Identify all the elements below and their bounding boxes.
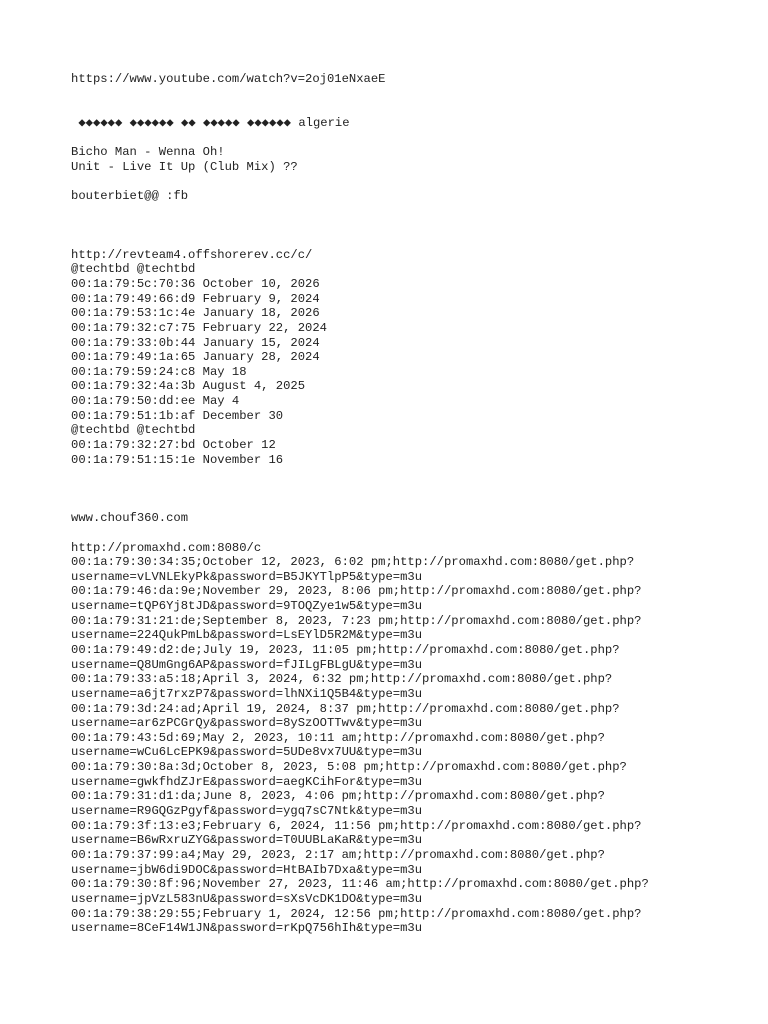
- document-line: username=tQP6Yj8tJD&password=9TOQZye1w5&type=m3u: [71, 599, 423, 614]
- document-line: username=wCu6LcEPK9&password=5UDe8vx7UU&type=m3u: [71, 745, 423, 760]
- document-line: ◆◆◆◆◆◆ ◆◆◆◆◆◆ ◆◆ ◆◆◆◆◆ ◆◆◆◆◆◆ algerie: [71, 115, 350, 130]
- document-line: username=R9GQGzPgyf&password=ygq7sC7Ntk&type=m3u: [71, 804, 423, 819]
- document-line: 00:1a:79:37:99:a4;May 29, 2023, 2:17 am;http://promaxhd.com:8080/get.php?: [71, 847, 605, 862]
- document-line: 00:1a:79:30:8a:3d;October 8, 2023, 5:08 pm;http://promaxhd.com:8080/get.php?: [71, 760, 627, 775]
- document-line: [71, 233, 751, 248]
- document-line: 00:1a:79:3d:24:ad;April 19, 2024, 8:37 pm;http://promaxhd.com:8080/get.php?: [71, 701, 620, 716]
- document-line: 00:1a:79:43:5d:69;May 2, 2023, 10:11 am;http://promaxhd.com:8080/get.php?: [71, 730, 605, 745]
- document-line: 00:1a:79:38:29:55;February 1, 2024, 12:56 pm;http://promaxhd.com:8080/get.php?: [71, 906, 642, 921]
- document-line: @techtbd @techtbd: [71, 423, 196, 438]
- document-line: 00:1a:79:46:da:9e;November 29, 2023, 8:06 pm;http://promaxhd.com:8080/get.php?: [71, 584, 642, 599]
- document-line: 00:1a:79:50:dd:ee May 4: [71, 394, 240, 409]
- document-line: 00:1a:79:49:1a:65 January 28, 2024: [71, 350, 320, 365]
- document-line: username=8CeF14W1JN&password=rKpQ756hIh&type=m3u: [71, 921, 423, 936]
- document-line: 00:1a:79:3f:13:e3;February 6, 2024, 11:56 pm;http://promaxhd.com:8080/get.php?: [71, 818, 642, 833]
- document-line: 00:1a:79:30:8f:96;November 27, 2023, 11:46 am;http://promaxhd.com:8080/get.php?: [71, 877, 649, 892]
- document-line: 00:1a:79:33:0b:44 January 15, 2024: [71, 335, 320, 350]
- document-line: 00:1a:79:32:c7:75 February 22, 2024: [71, 320, 327, 335]
- document-line: username=Q8UmGng6AP&password=fJILgFBLgU&type=m3u: [71, 657, 423, 672]
- document-line: www.chouf360.com: [71, 511, 189, 526]
- document-line: [71, 131, 751, 146]
- document-line: [71, 87, 751, 102]
- document-line: 00:1a:79:51:15:1e November 16: [71, 452, 284, 467]
- document-line: http://revteam4.offshorerev.cc/c/: [71, 247, 313, 262]
- document-line: 00:1a:79:31:d1:da;June 8, 2023, 4:06 pm;http://promaxhd.com:8080/get.php?: [71, 789, 605, 804]
- document-line: [71, 526, 751, 541]
- document-line: username=ar6zPCGrQy&password=8ySzOOTTwv&type=m3u: [71, 716, 423, 731]
- document-line: username=jbW6di9DOC&password=HtBAIb7Dxa&type=m3u: [71, 862, 423, 877]
- document-line: 00:1a:79:49:66:d9 February 9, 2024: [71, 291, 320, 306]
- document-text: [71, 72, 751, 936]
- document-line: 00:1a:79:59:24:c8 May 18: [71, 364, 247, 379]
- document-line: 00:1a:79:33:a5:18;April 3, 2024, 6:32 pm;http://promaxhd.com:8080/get.php?: [71, 672, 613, 687]
- document-line: [71, 497, 751, 512]
- document-line: [71, 218, 751, 233]
- document-line: username=jpVzL583nU&password=sXsVcDK1DO&type=m3u: [71, 891, 423, 906]
- document-line: bouterbiet@@ :fb: [71, 189, 189, 204]
- document-line: Unit - Live It Up (Club Mix) ??: [71, 159, 298, 174]
- document-line: [71, 204, 751, 219]
- document-line: username=gwkfhdZJrE&password=aegKCihFor&type=m3u: [71, 774, 423, 789]
- document-line: username=vLVNLEkyPk&password=B5JKYTlpP5&type=m3u: [71, 569, 423, 584]
- document-line: 00:1a:79:31:21:de;September 8, 2023, 7:23 pm;http://promaxhd.com:8080/get.php?: [71, 613, 642, 628]
- document-line: http://promaxhd.com:8080/c: [71, 540, 262, 555]
- document-line: username=a6jt7rxzP7&password=lhNXi1Q5B4&type=m3u: [71, 686, 423, 701]
- document-line: [71, 482, 751, 497]
- document-line: 00:1a:79:32:27:bd October 12: [71, 438, 276, 453]
- document-line: 00:1a:79:30:34:35;October 12, 2023, 6:02 pm;http://promaxhd.com:8080/get.php?: [71, 555, 635, 570]
- document-line: [71, 174, 751, 189]
- document-line: Bicho Man - Wenna Oh!: [71, 145, 225, 160]
- document-line: 00:1a:79:53:1c:4e January 18, 2026: [71, 306, 320, 321]
- document-line: 00:1a:79:49:d2:de;July 19, 2023, 11:05 pm;http://promaxhd.com:8080/get.php?: [71, 642, 620, 657]
- document-line: 00:1a:79:32:4a:3b August 4, 2025: [71, 379, 306, 394]
- document-line: 00:1a:79:5c:70:36 October 10, 2026: [71, 276, 320, 291]
- document-line: @techtbd @techtbd: [71, 262, 196, 277]
- document-line: 00:1a:79:51:1b:af December 30: [71, 408, 284, 423]
- document-line: [71, 101, 751, 116]
- document-line: username=B6wRxruZYG&password=T0UUBLaKaR&type=m3u: [71, 833, 423, 848]
- document-line: [71, 467, 751, 482]
- document-line: username=224QukPmLb&password=LsEYlD5R2M&type=m3u: [71, 628, 423, 643]
- document-line: https://www.youtube.com/watch?v=2oj01eNxaeE: [71, 72, 386, 86]
